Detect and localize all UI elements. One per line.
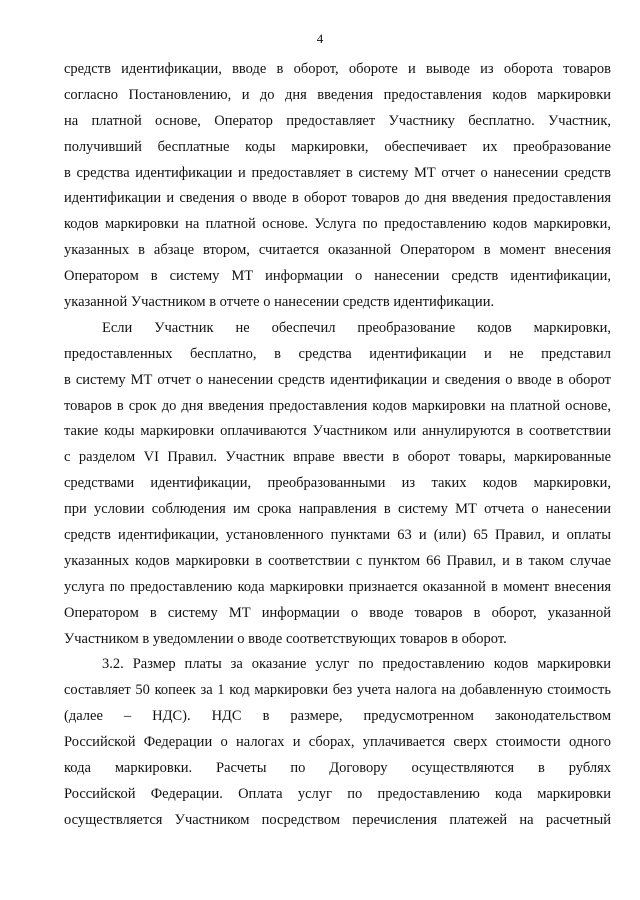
text-line: такие коды маркировки оплачиваются Участником или аннулируются в соответствии	[64, 423, 611, 440]
text-line: согласно Постановлению, и до дня введения предоставления кодов маркировки	[64, 86, 611, 103]
text-line: на платной основе, Оператор предоставляет Участнику бесплатно. Участник,	[64, 112, 611, 129]
text-line: осуществляется Участником посредством перечисления платежей на расчетный	[64, 811, 611, 828]
text-line: услуга по предоставлению кода маркировки признается оказанной в момент внесения	[64, 578, 611, 595]
text-line: кодов маркировки на платной основе. Услуга по предоставлению кодов маркировки,	[64, 216, 611, 233]
text-line: средств идентификации, установленного пунктами 63 и (или) 65 Правил, и оплаты	[64, 527, 611, 544]
text-line: указанных в абзаце втором, считается оказанной Оператором в момент внесения	[64, 242, 611, 259]
text-line: Российской Федерации о налогах и сборах, уплачивается сверх стоимости одного	[64, 734, 611, 751]
text-line: Участником в уведомлении о вводе соответствующих товаров в оборот.	[64, 630, 507, 647]
text-line: составляет 50 копеек за 1 код маркировки без учета налога на добавленную стоимость	[64, 682, 611, 699]
text-line: Оператором в систему МТ информации о вводе товаров в оборот, указанной	[64, 604, 611, 621]
text-line: в систему МТ отчет о нанесении средств идентификации и сведения о вводе в оборот	[64, 371, 611, 388]
text-line: в средства идентификации и предоставляет в систему МТ отчет о нанесении средств	[64, 164, 611, 181]
text-line: (далее – НДС). НДС в размере, предусмотренном законодательством	[64, 708, 611, 725]
text-line: получивший бесплатные коды маркировки, обеспечивает их преобразование	[64, 138, 611, 155]
text-line: 3.2. Размер платы за оказание услуг по предоставлению кодов маркировки	[102, 656, 611, 673]
text-line: средствами идентификации, преобразованными из таких кодов маркировки,	[64, 475, 611, 492]
text-line: Оператором в систему МТ информации о нанесении средств идентификации,	[64, 268, 611, 285]
text-line: товаров в срок до дня введения предоставления кодов маркировки на платной основе,	[64, 397, 611, 414]
text-line: кода маркировки. Расчеты по Договору осуществляются в рублях	[64, 760, 611, 777]
page-number: 4	[316, 31, 324, 46]
text-line: идентификации и сведения о вводе в оборот товаров до дня введения предоставления	[64, 190, 611, 207]
text-line: Если Участник не обеспечил преобразование кодов маркировки,	[102, 319, 611, 336]
text-line: Российской Федерации. Оплата услуг по предоставлению кода маркировки	[64, 785, 611, 802]
text-line: с разделом VI Правил. Участник вправе ввести в оборот товары, маркированные	[64, 449, 611, 466]
text-line: предоставленных бесплатно, в средства идентификации и не представил	[64, 345, 611, 362]
text-line: указанной Участником в отчете о нанесении средств идентификации.	[64, 294, 495, 311]
text-line: указанных кодов маркировки в соответствии с пунктом 66 Правил, и в таком случае	[64, 552, 611, 569]
text-line: средств идентификации, вводе в оборот, обороте и выводе из оборота товаров	[64, 61, 611, 77]
text-line: при условии соблюдения им срока направления в систему МТ отчета о нанесении	[64, 501, 611, 518]
body-text	[64, 57, 611, 834]
